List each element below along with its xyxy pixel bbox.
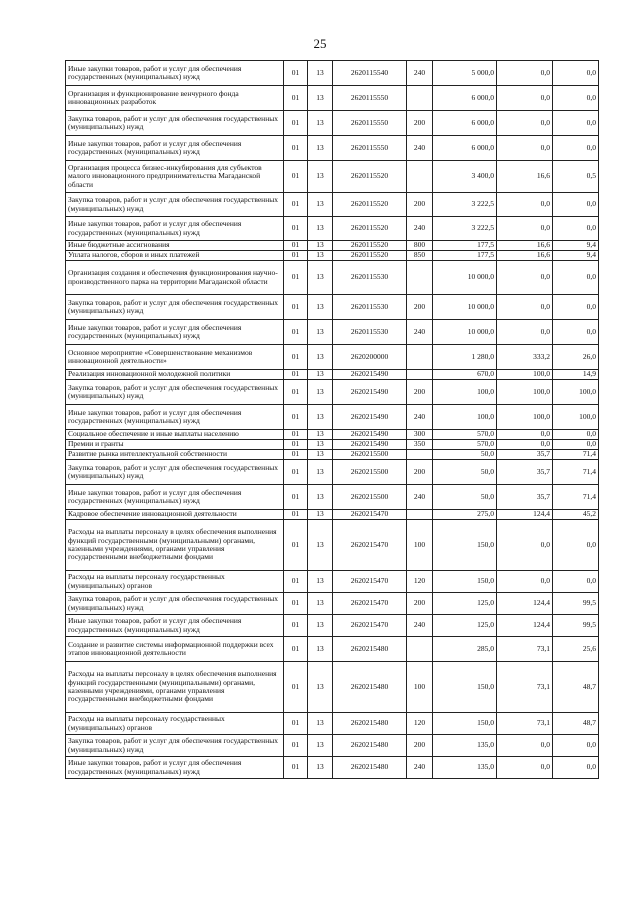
row-name: Закупка товаров, работ и услуг для обеспечения государственных (муниципальных) нужд	[66, 295, 284, 320]
row-amount-plan: 100,0	[433, 405, 497, 430]
table-row	[66, 460, 599, 485]
row-expense-type: 200	[407, 193, 433, 217]
row-amount-actual: 35,7	[497, 485, 553, 510]
row-section-code: 13	[308, 86, 333, 111]
row-target-article: 2620215480	[333, 735, 407, 757]
row-amount-plan: 6 000,0	[433, 111, 497, 136]
row-amount-plan: 3 400,0	[433, 161, 497, 193]
row-amount-plan: 50,0	[433, 450, 497, 460]
table-row	[66, 217, 599, 241]
row-amount-actual: 16,6	[497, 241, 553, 251]
row-amount-actual: 35,7	[497, 460, 553, 485]
row-expense-type: 100	[407, 662, 433, 713]
row-section-code: 13	[308, 460, 333, 485]
row-amount-plan: 150,0	[433, 713, 497, 735]
row-percent: 0,0	[553, 735, 599, 757]
row-amount-plan: 570,0	[433, 440, 497, 450]
row-amount-plan: 285,0	[433, 637, 497, 662]
row-name: Закупка товаров, работ и услуг для обеспечения государственных (муниципальных) нужд	[66, 735, 284, 757]
row-target-article: 2620215500	[333, 450, 407, 460]
row-target-article: 2620215490	[333, 380, 407, 405]
row-expense-type: 100	[407, 520, 433, 571]
row-amount-plan: 150,0	[433, 571, 497, 593]
row-name: Организация процесса бизнес-инкубирования для субъектов малого инновационного предпринимательства Магаданской области	[66, 161, 284, 193]
row-expense-type: 240	[407, 61, 433, 86]
row-amount-actual: 0,0	[497, 217, 553, 241]
row-name: Организация создания и обеспечения функционирования научно-производственного парка на территории Магаданской области	[66, 261, 284, 295]
row-ministry-code: 01	[284, 405, 308, 430]
row-amount-plan: 5 000,0	[433, 61, 497, 86]
row-ministry-code: 01	[284, 520, 308, 571]
row-expense-type: 240	[407, 405, 433, 430]
row-ministry-code: 01	[284, 345, 308, 370]
row-name: Расходы на выплаты персоналу в целях обеспечения выполнения функций государственными (муниципальными) органами, казенными учреждениями, органами управления государственными внебюджетными фондами	[66, 662, 284, 713]
row-target-article: 2620215470	[333, 593, 407, 615]
row-ministry-code: 01	[284, 662, 308, 713]
table-row	[66, 345, 599, 370]
row-name: Закупка товаров, работ и услуг для обеспечения государственных (муниципальных) нужд	[66, 111, 284, 136]
row-expense-type: 240	[407, 136, 433, 161]
row-name: Иные закупки товаров, работ и услуг для обеспечения государственных (муниципальных) нужд	[66, 320, 284, 345]
row-name: Закупка товаров, работ и услуг для обеспечения государственных (муниципальных) нужд	[66, 193, 284, 217]
row-percent: 0,0	[553, 193, 599, 217]
row-target-article: 2620215490	[333, 370, 407, 380]
row-amount-actual: 100,0	[497, 370, 553, 380]
row-ministry-code: 01	[284, 320, 308, 345]
row-target-article: 2620115530	[333, 320, 407, 345]
row-target-article: 2620115520	[333, 217, 407, 241]
row-percent: 9,4	[553, 241, 599, 251]
row-amount-plan: 135,0	[433, 757, 497, 779]
table-row	[66, 251, 599, 261]
row-expense-type	[407, 637, 433, 662]
row-ministry-code: 01	[284, 261, 308, 295]
row-name: Кадровое обеспечение инновационной деятельности	[66, 510, 284, 520]
row-target-article: 2620215490	[333, 405, 407, 430]
row-section-code: 13	[308, 450, 333, 460]
row-percent: 25,6	[553, 637, 599, 662]
row-section-code: 13	[308, 111, 333, 136]
row-ministry-code: 01	[284, 295, 308, 320]
row-expense-type: 200	[407, 593, 433, 615]
row-percent: 0,0	[553, 440, 599, 450]
row-ministry-code: 01	[284, 485, 308, 510]
row-target-article: 2620215490	[333, 440, 407, 450]
row-ministry-code: 01	[284, 111, 308, 136]
row-target-article: 2620115530	[333, 261, 407, 295]
table-row	[66, 161, 599, 193]
row-percent: 48,7	[553, 713, 599, 735]
row-amount-plan: 3 222,5	[433, 217, 497, 241]
row-amount-actual: 124,4	[497, 615, 553, 637]
table-row	[66, 571, 599, 593]
row-amount-actual: 0,0	[497, 757, 553, 779]
row-amount-actual: 0,0	[497, 440, 553, 450]
row-ministry-code: 01	[284, 440, 308, 450]
row-amount-plan: 1 280,0	[433, 345, 497, 370]
row-target-article: 2620115550	[333, 86, 407, 111]
row-expense-type: 300	[407, 430, 433, 440]
row-name: Расходы на выплаты персоналу в целях обеспечения выполнения функций государственными (муниципальными) органами, казенными учреждениями, органами управления государственными внебюджетными фондами	[66, 520, 284, 571]
row-amount-actual: 0,0	[497, 136, 553, 161]
row-section-code: 13	[308, 405, 333, 430]
row-target-article: 2620215470	[333, 510, 407, 520]
row-section-code: 13	[308, 593, 333, 615]
row-percent: 0,0	[553, 61, 599, 86]
row-percent: 99,5	[553, 593, 599, 615]
row-ministry-code: 01	[284, 430, 308, 440]
row-amount-plan: 125,0	[433, 593, 497, 615]
row-percent: 26,0	[553, 345, 599, 370]
row-section-code: 13	[308, 571, 333, 593]
row-percent: 0,0	[553, 136, 599, 161]
row-target-article: 2620215480	[333, 637, 407, 662]
row-expense-type: 200	[407, 295, 433, 320]
row-name: Создание и развитие системы информационной поддержки всех этапов инновационной деятельности	[66, 637, 284, 662]
table-row	[66, 757, 599, 779]
row-expense-type	[407, 450, 433, 460]
row-expense-type: 350	[407, 440, 433, 450]
row-percent: 71,4	[553, 485, 599, 510]
row-expense-type: 850	[407, 251, 433, 261]
row-section-code: 13	[308, 295, 333, 320]
row-section-code: 13	[308, 320, 333, 345]
row-section-code: 13	[308, 136, 333, 161]
row-ministry-code: 01	[284, 460, 308, 485]
row-target-article: 2620115540	[333, 61, 407, 86]
row-percent: 0,5	[553, 161, 599, 193]
row-section-code: 13	[308, 161, 333, 193]
row-expense-type	[407, 370, 433, 380]
row-name: Иные закупки товаров, работ и услуг для обеспечения государственных (муниципальных) нужд	[66, 61, 284, 86]
row-section-code: 13	[308, 370, 333, 380]
row-amount-actual: 0,0	[497, 735, 553, 757]
row-target-article: 2620200000	[333, 345, 407, 370]
row-amount-plan: 10 000,0	[433, 320, 497, 345]
row-section-code: 13	[308, 662, 333, 713]
row-target-article: 2620215500	[333, 460, 407, 485]
table-row	[66, 261, 599, 295]
row-name: Организация и функционирование венчурного фонда инновационных разработок	[66, 86, 284, 111]
row-amount-actual: 0,0	[497, 193, 553, 217]
row-name: Социальное обеспечение и иные выплаты населению	[66, 430, 284, 440]
row-amount-plan: 6 000,0	[433, 86, 497, 111]
row-ministry-code: 01	[284, 510, 308, 520]
row-expense-type	[407, 510, 433, 520]
row-percent: 99,5	[553, 615, 599, 637]
row-name: Расходы на выплаты персоналу государственных (муниципальных) органов	[66, 571, 284, 593]
row-amount-actual: 124,4	[497, 593, 553, 615]
row-percent: 100,0	[553, 380, 599, 405]
row-ministry-code: 01	[284, 757, 308, 779]
row-amount-plan: 50,0	[433, 485, 497, 510]
row-percent: 9,4	[553, 251, 599, 261]
row-expense-type	[407, 261, 433, 295]
row-name: Премии и гранты	[66, 440, 284, 450]
row-amount-plan: 3 222,5	[433, 193, 497, 217]
row-section-code: 13	[308, 61, 333, 86]
row-target-article: 2620215480	[333, 662, 407, 713]
table-row	[66, 405, 599, 430]
row-amount-actual: 0,0	[497, 261, 553, 295]
row-percent: 48,7	[553, 662, 599, 713]
row-amount-actual: 0,0	[497, 320, 553, 345]
table-body	[66, 61, 599, 779]
row-expense-type: 240	[407, 320, 433, 345]
row-amount-actual: 0,0	[497, 571, 553, 593]
row-section-code: 13	[308, 735, 333, 757]
row-target-article: 2620115530	[333, 295, 407, 320]
row-amount-plan: 177,5	[433, 251, 497, 261]
table-row	[66, 370, 599, 380]
row-amount-actual: 100,0	[497, 380, 553, 405]
row-ministry-code: 01	[284, 86, 308, 111]
row-amount-actual: 73,1	[497, 637, 553, 662]
table-row	[66, 111, 599, 136]
row-expense-type: 200	[407, 380, 433, 405]
row-amount-actual: 73,1	[497, 713, 553, 735]
row-ministry-code: 01	[284, 735, 308, 757]
row-section-code: 13	[308, 380, 333, 405]
row-amount-plan: 570,0	[433, 430, 497, 440]
table-row	[66, 520, 599, 571]
row-percent: 0,0	[553, 111, 599, 136]
row-target-article: 2620215480	[333, 757, 407, 779]
row-expense-type	[407, 345, 433, 370]
row-section-code: 13	[308, 510, 333, 520]
row-percent: 0,0	[553, 320, 599, 345]
row-ministry-code: 01	[284, 217, 308, 241]
row-section-code: 13	[308, 615, 333, 637]
row-ministry-code: 01	[284, 713, 308, 735]
row-amount-actual: 0,0	[497, 111, 553, 136]
table-row	[66, 380, 599, 405]
row-expense-type: 120	[407, 571, 433, 593]
row-ministry-code: 01	[284, 136, 308, 161]
table-row	[66, 615, 599, 637]
row-percent: 0,0	[553, 295, 599, 320]
row-name: Расходы на выплаты персоналу государственных (муниципальных) органов	[66, 713, 284, 735]
table-row	[66, 713, 599, 735]
row-amount-actual: 333,2	[497, 345, 553, 370]
row-percent: 45,2	[553, 510, 599, 520]
budget-table	[65, 60, 599, 779]
row-name: Развитие рынка интеллектуальной собственности	[66, 450, 284, 460]
row-amount-plan: 6 000,0	[433, 136, 497, 161]
row-name: Иные закупки товаров, работ и услуг для обеспечения государственных (муниципальных) нужд	[66, 217, 284, 241]
row-ministry-code: 01	[284, 615, 308, 637]
row-section-code: 13	[308, 440, 333, 450]
row-section-code: 13	[308, 757, 333, 779]
table-row	[66, 637, 599, 662]
table-row	[66, 295, 599, 320]
row-ministry-code: 01	[284, 161, 308, 193]
row-percent: 0,0	[553, 757, 599, 779]
row-percent: 0,0	[553, 86, 599, 111]
row-section-code: 13	[308, 251, 333, 261]
row-section-code: 13	[308, 713, 333, 735]
row-amount-actual: 100,0	[497, 405, 553, 430]
row-target-article: 2620215490	[333, 430, 407, 440]
row-amount-actual: 73,1	[497, 662, 553, 713]
row-name: Иные закупки товаров, работ и услуг для обеспечения государственных (муниципальных) нужд	[66, 615, 284, 637]
row-target-article: 2620215470	[333, 615, 407, 637]
row-expense-type	[407, 161, 433, 193]
row-percent: 71,4	[553, 460, 599, 485]
row-target-article: 2620215470	[333, 520, 407, 571]
table-row	[66, 510, 599, 520]
row-percent: 0,0	[553, 430, 599, 440]
row-ministry-code: 01	[284, 450, 308, 460]
row-target-article: 2620115520	[333, 241, 407, 251]
row-amount-plan: 177,5	[433, 241, 497, 251]
row-expense-type: 240	[407, 217, 433, 241]
row-expense-type: 200	[407, 460, 433, 485]
row-percent: 0,0	[553, 261, 599, 295]
row-amount-plan: 150,0	[433, 520, 497, 571]
row-percent: 100,0	[553, 405, 599, 430]
table-row	[66, 241, 599, 251]
row-amount-actual: 16,6	[497, 161, 553, 193]
row-expense-type: 120	[407, 713, 433, 735]
row-name: Иные закупки товаров, работ и услуг для обеспечения государственных (муниципальных) нужд	[66, 136, 284, 161]
row-name: Иные бюджетные ассигнования	[66, 241, 284, 251]
row-amount-actual: 0,0	[497, 295, 553, 320]
table-row	[66, 193, 599, 217]
row-section-code: 13	[308, 520, 333, 571]
row-name: Иные закупки товаров, работ и услуг для обеспечения государственных (муниципальных) нужд	[66, 485, 284, 510]
row-name: Закупка товаров, работ и услуг для обеспечения государственных (муниципальных) нужд	[66, 460, 284, 485]
row-percent: 0,0	[553, 571, 599, 593]
row-amount-plan: 125,0	[433, 615, 497, 637]
row-name: Основное мероприятие «Совершенствование механизмов инновационной деятельности»	[66, 345, 284, 370]
page-number: 25	[313, 36, 327, 51]
row-ministry-code: 01	[284, 370, 308, 380]
row-amount-actual: 0,0	[497, 86, 553, 111]
row-amount-actual: 124,4	[497, 510, 553, 520]
row-name: Уплата налогов, сборов и иных платежей	[66, 251, 284, 261]
table-row	[66, 320, 599, 345]
row-ministry-code: 01	[284, 571, 308, 593]
row-amount-actual: 0,0	[497, 61, 553, 86]
table-row	[66, 430, 599, 440]
row-percent: 0,0	[553, 520, 599, 571]
table-row	[66, 450, 599, 460]
row-target-article: 2620215470	[333, 571, 407, 593]
row-amount-plan: 50,0	[433, 460, 497, 485]
row-amount-plan: 275,0	[433, 510, 497, 520]
row-section-code: 13	[308, 261, 333, 295]
row-amount-plan: 670,0	[433, 370, 497, 380]
row-name: Закупка товаров, работ и услуг для обеспечения государственных (муниципальных) нужд	[66, 593, 284, 615]
row-ministry-code: 01	[284, 593, 308, 615]
row-section-code: 13	[308, 193, 333, 217]
row-target-article: 2620115520	[333, 193, 407, 217]
table-row	[66, 485, 599, 510]
row-ministry-code: 01	[284, 380, 308, 405]
row-target-article: 2620115520	[333, 161, 407, 193]
row-expense-type: 240	[407, 485, 433, 510]
row-target-article: 2620215500	[333, 485, 407, 510]
row-amount-plan: 100,0	[433, 380, 497, 405]
row-ministry-code: 01	[284, 61, 308, 86]
row-name: Иные закупки товаров, работ и услуг для обеспечения государственных (муниципальных) нужд	[66, 405, 284, 430]
row-ministry-code: 01	[284, 637, 308, 662]
table-row	[66, 86, 599, 111]
row-amount-actual: 0,0	[497, 520, 553, 571]
table-row	[66, 440, 599, 450]
row-amount-plan: 150,0	[433, 662, 497, 713]
row-ministry-code: 01	[284, 241, 308, 251]
row-ministry-code: 01	[284, 193, 308, 217]
row-amount-plan: 10 000,0	[433, 295, 497, 320]
row-target-article: 2620215480	[333, 713, 407, 735]
row-section-code: 13	[308, 217, 333, 241]
row-target-article: 2620115550	[333, 111, 407, 136]
row-expense-type: 200	[407, 111, 433, 136]
row-amount-plan: 10 000,0	[433, 261, 497, 295]
table-row	[66, 136, 599, 161]
row-percent: 71,4	[553, 450, 599, 460]
row-expense-type	[407, 86, 433, 111]
table-row	[66, 662, 599, 713]
row-expense-type: 200	[407, 735, 433, 757]
row-amount-actual: 0,0	[497, 430, 553, 440]
row-expense-type: 240	[407, 757, 433, 779]
row-section-code: 13	[308, 485, 333, 510]
row-target-article: 2620115520	[333, 251, 407, 261]
row-name: Реализация инновационной молодежной политики	[66, 370, 284, 380]
row-section-code: 13	[308, 430, 333, 440]
row-section-code: 13	[308, 241, 333, 251]
row-amount-actual: 16,6	[497, 251, 553, 261]
row-expense-type: 800	[407, 241, 433, 251]
row-amount-actual: 35,7	[497, 450, 553, 460]
row-percent: 14,9	[553, 370, 599, 380]
row-amount-plan: 135,0	[433, 735, 497, 757]
table-row	[66, 61, 599, 86]
table-row	[66, 593, 599, 615]
row-section-code: 13	[308, 637, 333, 662]
table-row	[66, 735, 599, 757]
row-percent: 0,0	[553, 217, 599, 241]
row-name: Закупка товаров, работ и услуг для обеспечения государственных (муниципальных) нужд	[66, 380, 284, 405]
row-expense-type: 240	[407, 615, 433, 637]
row-name: Иные закупки товаров, работ и услуг для обеспечения государственных (муниципальных) нужд	[66, 757, 284, 779]
row-section-code: 13	[308, 345, 333, 370]
row-ministry-code: 01	[284, 251, 308, 261]
row-target-article: 2620115550	[333, 136, 407, 161]
